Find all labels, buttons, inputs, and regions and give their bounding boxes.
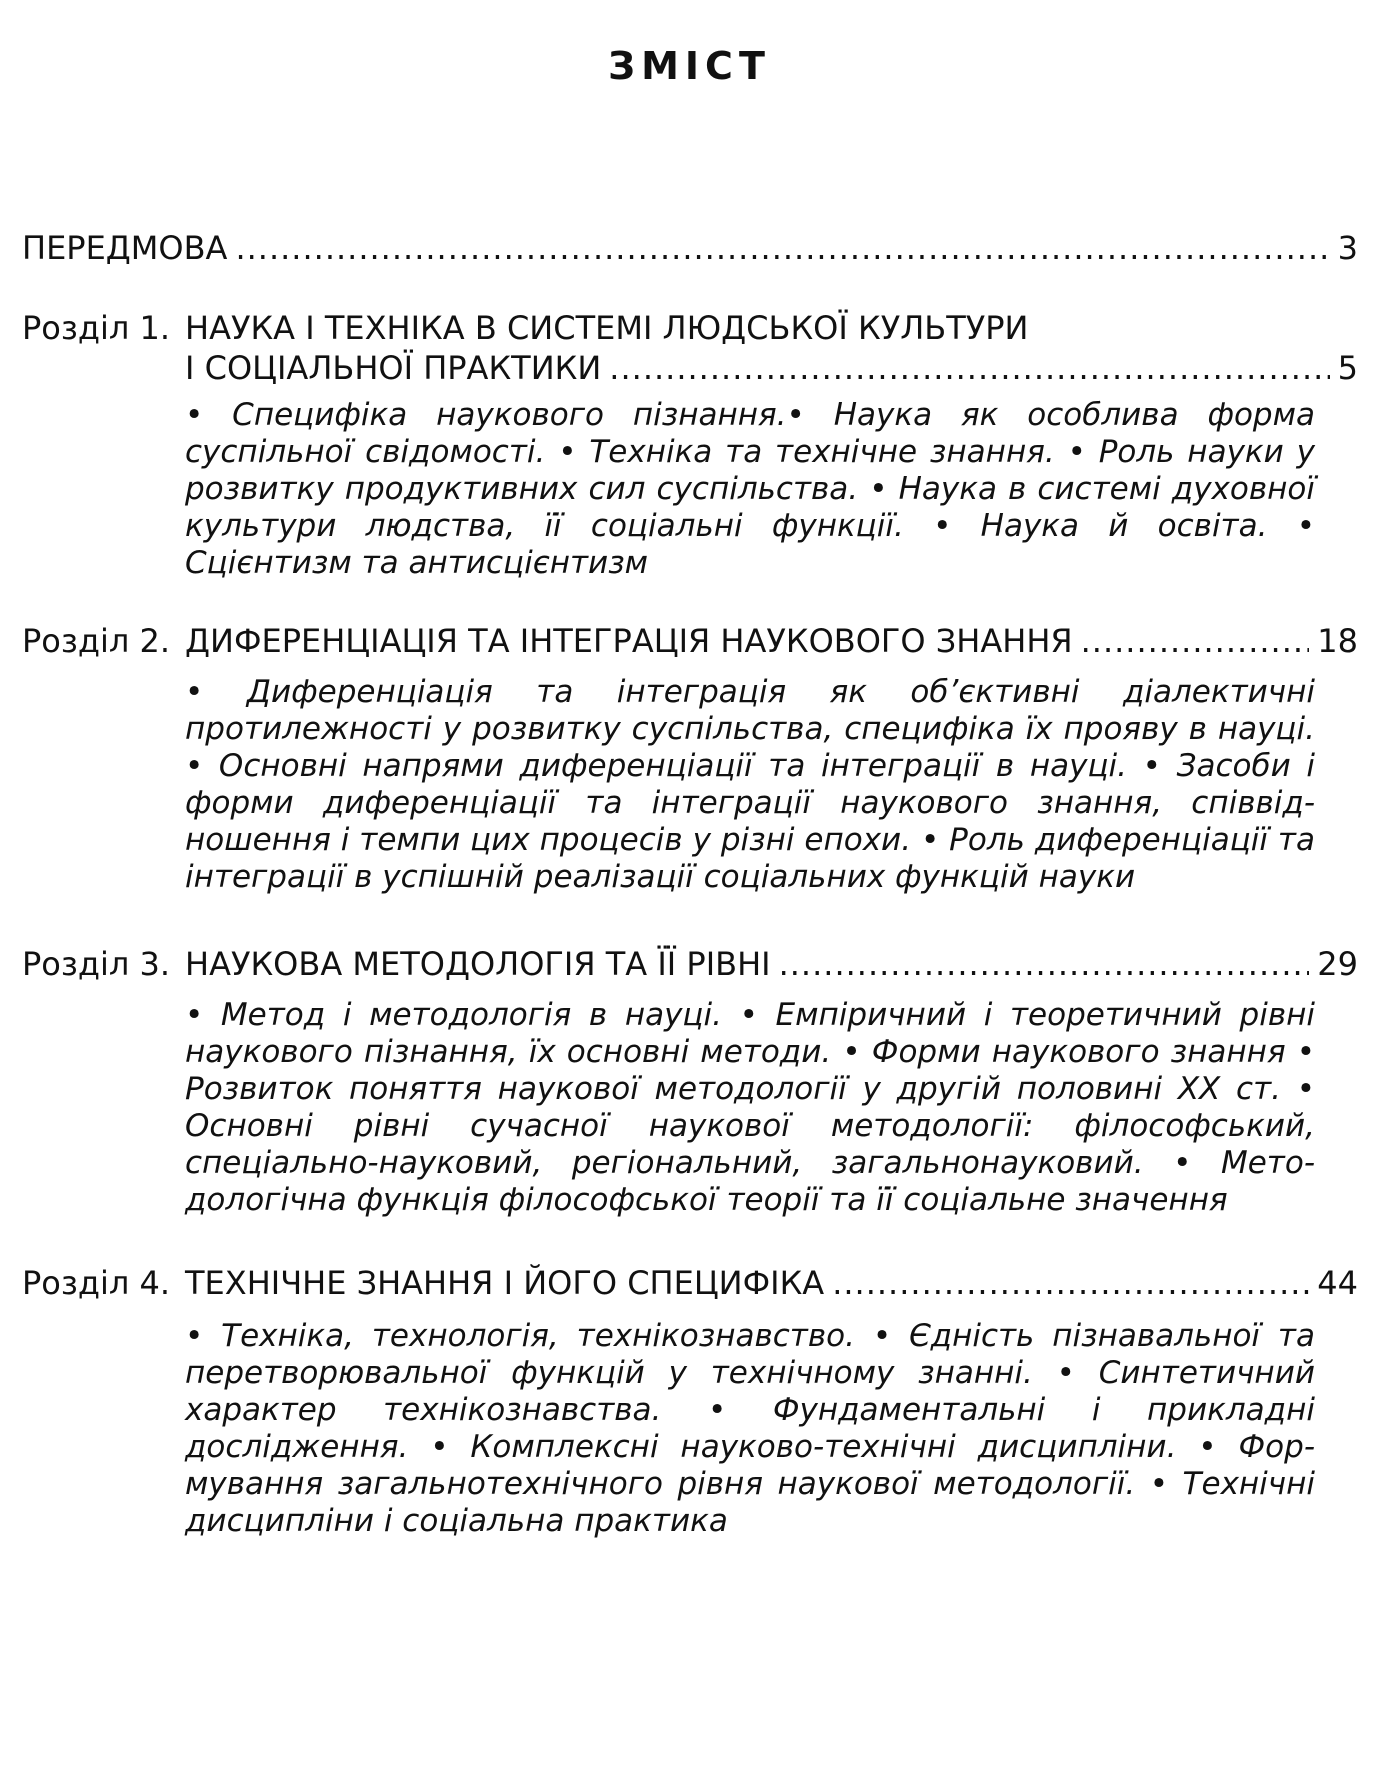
toc-entry-chapter-2 [22, 621, 1358, 661]
dot-leader [609, 348, 1329, 388]
toc-line [22, 944, 1358, 984]
dot-leader [832, 1263, 1309, 1303]
chapter-prefix: Розділ 3. [22, 945, 171, 983]
page-title: ЗМІСТ [608, 44, 771, 88]
page-number: 5 [1337, 349, 1358, 387]
page-number: 18 [1317, 622, 1358, 660]
entry-title: ПЕРЕДМОВА [22, 229, 228, 267]
chapter-title-continued: І СОЦІАЛЬНОЇ ПРАКТИКИ [185, 349, 602, 387]
page-number: 3 [1337, 229, 1358, 267]
toc-line [22, 308, 1358, 348]
toc-line [22, 228, 1358, 268]
chapter-prefix: Розділ 4. [22, 1264, 171, 1302]
toc-line [22, 348, 1358, 388]
chapter-title: ДИФЕРЕНЦІАЦІЯ ТА ІНТЕГРАЦІЯ НАУКОВОГО ЗНАННЯ [185, 622, 1073, 660]
chapter-title: НАУКА І ТЕХНІКА В СИСТЕМІ ЛЮДСЬКОЇ КУЛЬТУРИ [185, 309, 1029, 347]
dot-leader [1081, 621, 1310, 661]
toc-entry-chapter-1 [22, 308, 1358, 388]
chapter-title: ТЕХНІЧНЕ ЗНАННЯ І ЙОГО СПЕЦИФІКА [185, 1264, 825, 1302]
chapter-3-description: • Метод і методологія в науці. • Емпіричний і теоретичний рівні наукового пізнання, їх основні методи. • Форми наукового знання • Розвиток поняття наукової методології у другій половині XX ст. • Основні рівні сучасної наукової методології: філософський, спеціально-науковий, регіональний, загальнонауковий. • Методологічна функція філософської теорії та її соціальне значення [185, 997, 1315, 1218]
toc-entry-chapter-4 [22, 1263, 1358, 1303]
chapter-prefix: Розділ 2. [22, 622, 171, 660]
dot-leader [779, 944, 1310, 984]
chapter-1-description: • Специфіка наукового пізнання.• Наука як особлива форма суспільної свідомості. • Техніка та технічне знання. • Роль науки у розвитку продуктивних сил суспільства. • Наука в системі духовної культури людства, її соціальні функції. • Наука й освіта. • Сцієнтизм та антисцієнтизм [185, 397, 1315, 581]
page-number: 29 [1317, 945, 1358, 983]
dot-leader [235, 228, 1329, 268]
toc-line [22, 1263, 1358, 1303]
page-number: 44 [1317, 1264, 1358, 1302]
chapter-4-description: • Техніка, технологія, технікознавство. • Єдність пізнавальної та перетворювальної функцій у технічному знанні. • Синтетичний характер технікознавства. • Фундаментальні і прикладні дослідження. • Комплексні науково-технічні дисципліни. • Формування загальнотехнічного рівня наукової методології. • Технічні дисципліни і соціальна практика [185, 1318, 1315, 1539]
toc-entry-chapter-3 [22, 944, 1358, 984]
toc-line [22, 621, 1358, 661]
chapter-prefix: Розділ 1. [22, 309, 171, 347]
chapter-2-description: • Диференціація та інтеграція як об’єктивні діалектичні протилежності у розвитку суспільства, специфіка їх прояву в науці. • Основні напрями диференціації та інтеграції в науці. • Засоби і форми диференціації та інтеграції наукового знання, співвідношення і темпи цих процесів у різні епохи. • Роль диференціації та інтеграції в успішній реалізації соціальних функцій науки [185, 674, 1315, 895]
chapter-title: НАУКОВА МЕТОДОЛОГІЯ ТА ЇЇ РІВНІ [185, 945, 771, 983]
toc-entry-preface [22, 228, 1358, 268]
